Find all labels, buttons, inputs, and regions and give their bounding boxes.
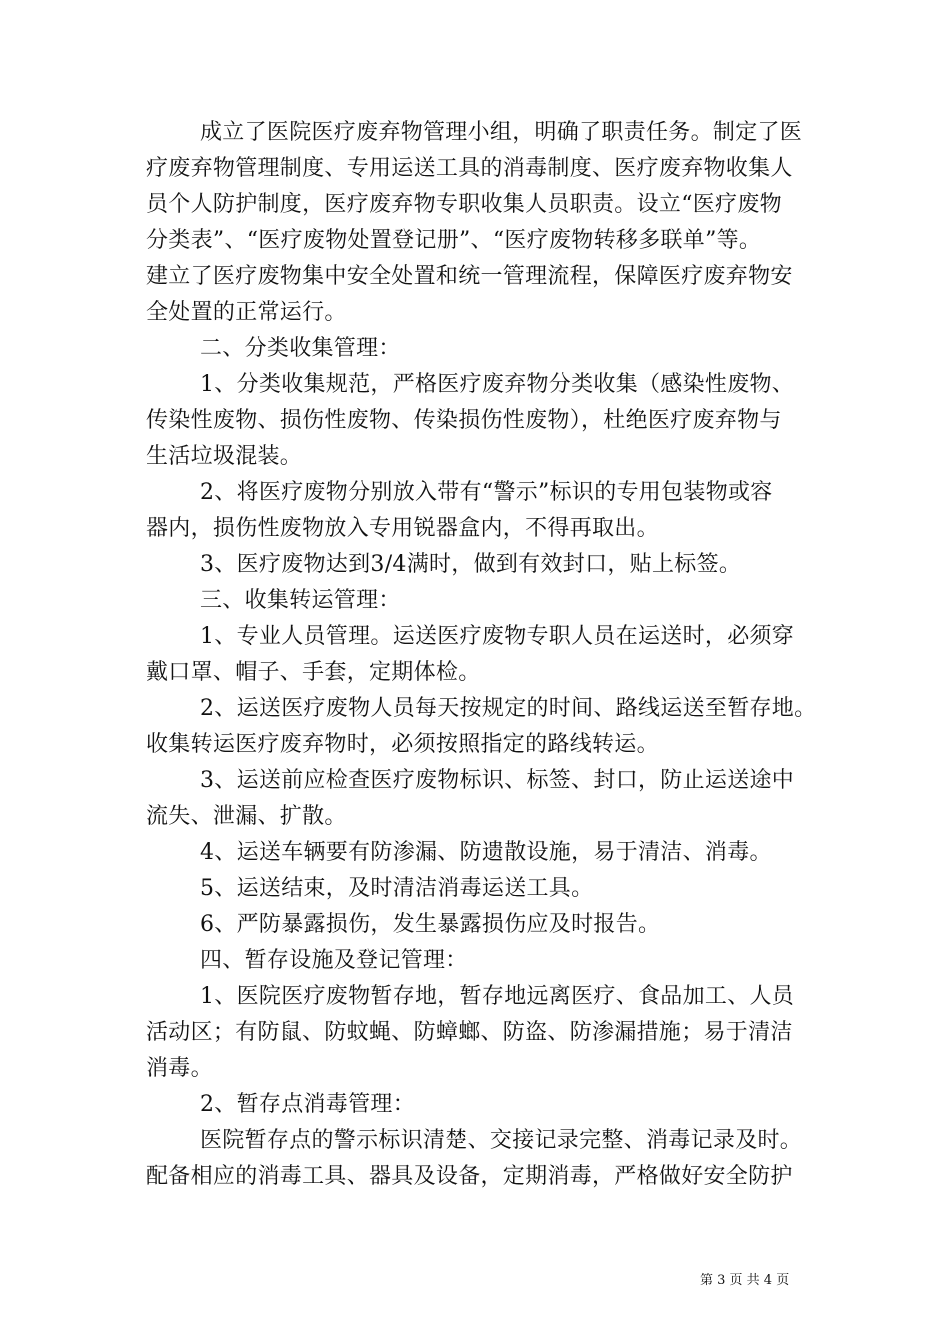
text-line: 2、运送医疗废物人员每天按规定的时间、路线运送至暂存地。 <box>200 696 817 721</box>
text-line: 2、暂存点消毒管理： <box>200 1092 415 1117</box>
section-heading: 三、收集转运管理： <box>200 588 401 613</box>
text-line: 戴口罩、帽子、手套，定期体检。 <box>146 660 481 685</box>
text-line: 员个人防护制度，医疗废弃物专职收集人员职责。设立“医疗废物 <box>146 192 782 217</box>
text-line: 流失、泄漏、扩散。 <box>146 804 347 829</box>
text-line: 消毒。 <box>146 1056 213 1081</box>
text-line: 收集转运医疗废弃物时，必须按照指定的路线转运。 <box>146 732 659 757</box>
text-line: 疗废弃物管理制度、专用运送工具的消毒制度、医疗废弃物收集人 <box>146 156 793 181</box>
text-line: 传染性废物、损伤性废物、传染损伤性废物），杜绝医疗废弃物与 <box>146 408 782 433</box>
text-line: 2、将医疗废物分别放入带有“警示”标识的专用包装物或容 <box>200 480 773 505</box>
text-line: 分类表”、“医疗废物处置登记册”、“医疗废物转移多联单”等。 <box>146 228 762 253</box>
text-line: 4、运送车辆要有防渗漏、防遗散设施，易于清洁、消毒。 <box>200 840 772 865</box>
text-line: 5、运送结束，及时清洁消毒运送工具。 <box>200 876 594 901</box>
text-line: 3、运送前应检查医疗废物标识、标签、封口，防止运送途中 <box>200 768 795 793</box>
text-line: 配备相应的消毒工具、器具及设备，定期消毒，严格做好安全防护 <box>146 1164 793 1189</box>
text-line: 6、严防暴露损伤，发生暴露损伤应及时报告。 <box>200 912 661 937</box>
text-line: 1、专业人员管理。运送医疗废物专职人员在运送时，必须穿 <box>200 624 795 649</box>
section-heading: 四、暂存设施及登记管理： <box>200 948 468 973</box>
text-line: 建立了医疗废物集中安全处置和统一管理流程，保障医疗废弃物安 <box>146 264 793 289</box>
text-line: 生活垃圾混装。 <box>146 444 303 469</box>
section-heading: 二、分类收集管理： <box>200 336 401 361</box>
text-line: 成立了医院医疗废弃物管理小组，明确了职责任务。制定了医 <box>200 120 803 145</box>
text-line: 全处置的正常运行。 <box>146 300 347 325</box>
text-line: 1、医院医疗废物暂存地，暂存地远离医疗、食品加工、人员 <box>200 984 795 1009</box>
text-line: 3、医疗废物达到3/4满时，做到有效封口，贴上标签。 <box>200 552 742 577</box>
text-line: 器内，损伤性废物放入专用锐器盒内，不得再取出。 <box>146 516 659 541</box>
page-number-footer: 第 3 页 共 4 页 <box>700 1273 790 1288</box>
text-line: 1、分类收集规范，严格医疗废弃物分类收集（感染性废物、 <box>200 372 795 397</box>
text-line: 医院暂存点的警示标识清楚、交接记录完整、消毒记录及时。 <box>200 1128 803 1153</box>
text-line: 活动区；有防鼠、防蚊蝇、防蟑螂、防盗、防渗漏措施；易于清洁 <box>146 1020 793 1045</box>
